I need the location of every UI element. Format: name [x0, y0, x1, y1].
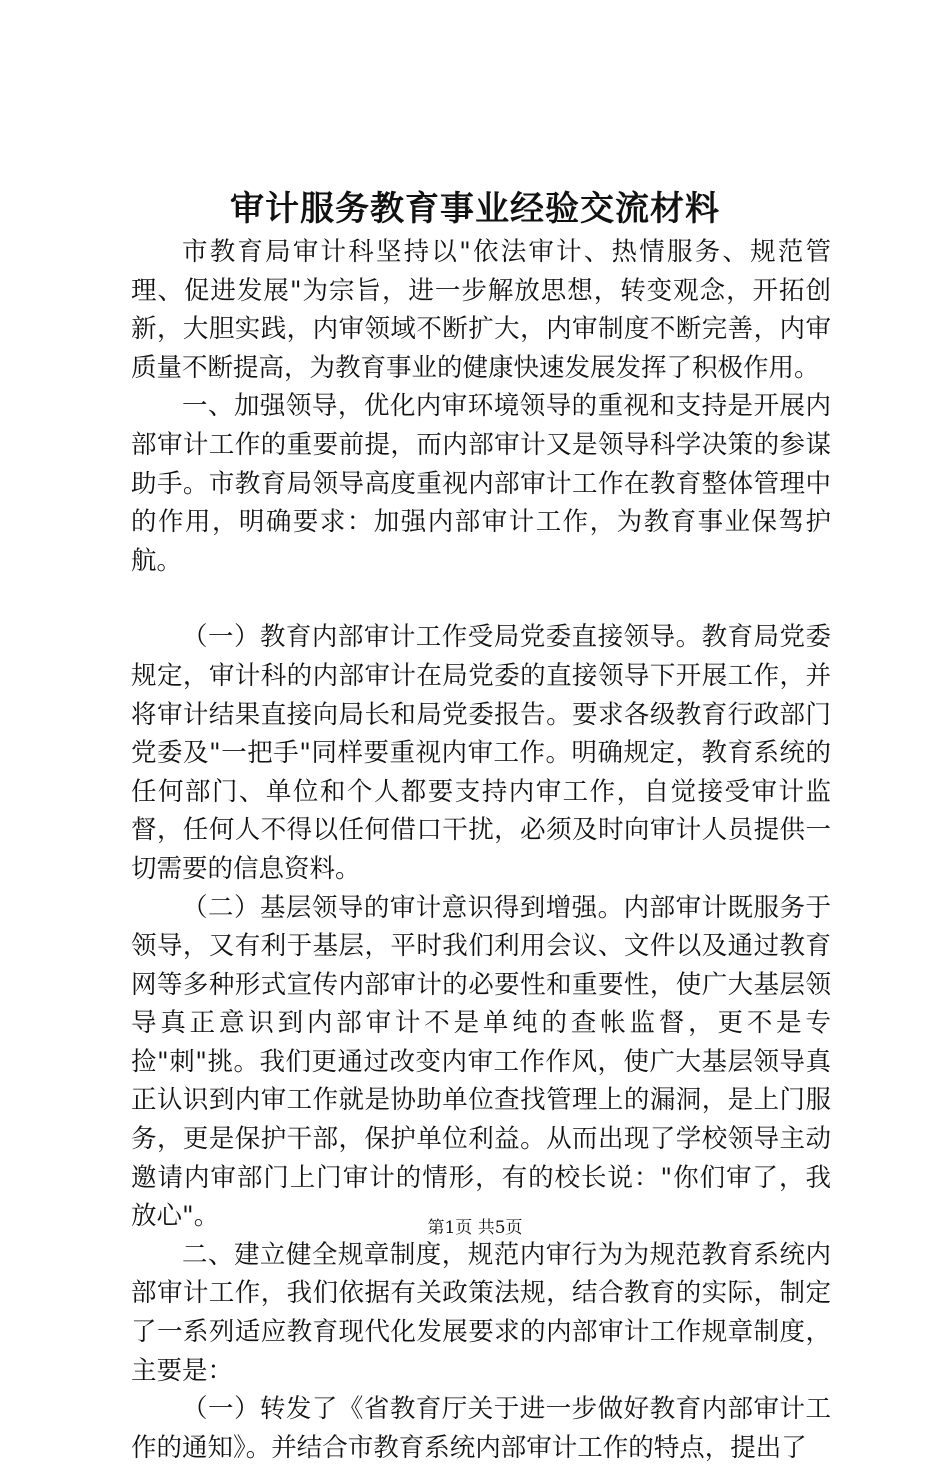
paragraph-section-2: 二、建立健全规章制度，规范内审行为为规范教育系统内部审计工作，我们依据有关政策法规，结合教育的实际，制定了一系列适应教育现代化发展要求的内部审计工作规章制度，主要是： — [131, 1239, 831, 1386]
paragraph-section-1-item-2: （二）基层领导的审计意识得到增强。内部审计既服务于领导，又有利于基层，平时我们利用会议、文件以及通过教育网等多种形式宣传内部审计的必要性和重要性，使广大基层领导真正意识到内部审计不是单纯的查帐监督，更不是专捡"刺"挑。我们更通过改变内审工作作风，使广大基层领导真正认识到内审工作就是协助单位查找管理上的漏洞，是上门服务，更是保护干部，保护单位利益。从而出现了学校领导主动邀请内审部门上门审计的情形，有的校长说："你们审了，我放心"。 — [131, 892, 831, 1232]
paragraph-section-1-item-1: （一）教育内部审计工作受局党委直接领导。教育局党委规定，审计科的内部审计在局党委的直接领导下开展工作，并将审计结果直接向局长和局党委报告。要求各级教育行政部门党委及"一把手"同样要重视内审工作。明确规定，教育系统的任何部门、单位和个人都要支持内审工作，自觉接受审计监督，任何人不得以任何借口干扰，必须及时向审计人员提供一切需要的信息资料。 — [131, 622, 831, 884]
paragraph-intro: 市教育局审计科坚持以"依法审计、热情服务、规范管理、促进发展"为宗旨，进一步解放思想，转变观念，开拓创新，大胆实践，内审领域不断扩大，内审制度不断完善，内审质量不断提高，为教育事业的健康快速发展发挥了积极作用。 — [131, 237, 831, 383]
paragraph-section-1: 一、加强领导，优化内审环境领导的重视和支持是开展内部审计工作的重要前提，而内部审计又是领导科学决策的参谋助手。市教育局领导高度重视内部审计工作在教育整体管理中的作用，明确要求：加强内部审计工作，为教育事业保驾护航。 — [131, 391, 831, 576]
page-number-footer: 第1页 共5页 — [427, 1218, 523, 1238]
document-title: 审计服务教育事业经验交流材料 — [230, 189, 720, 229]
document-body — [131, 233, 831, 1467]
paragraph-section-2-item-1: （一）转发了《省教育厅关于进一步做好教育内部审计工作的通知》。并结合市教育系统内部审计工作的特点，提出了 — [131, 1394, 831, 1463]
